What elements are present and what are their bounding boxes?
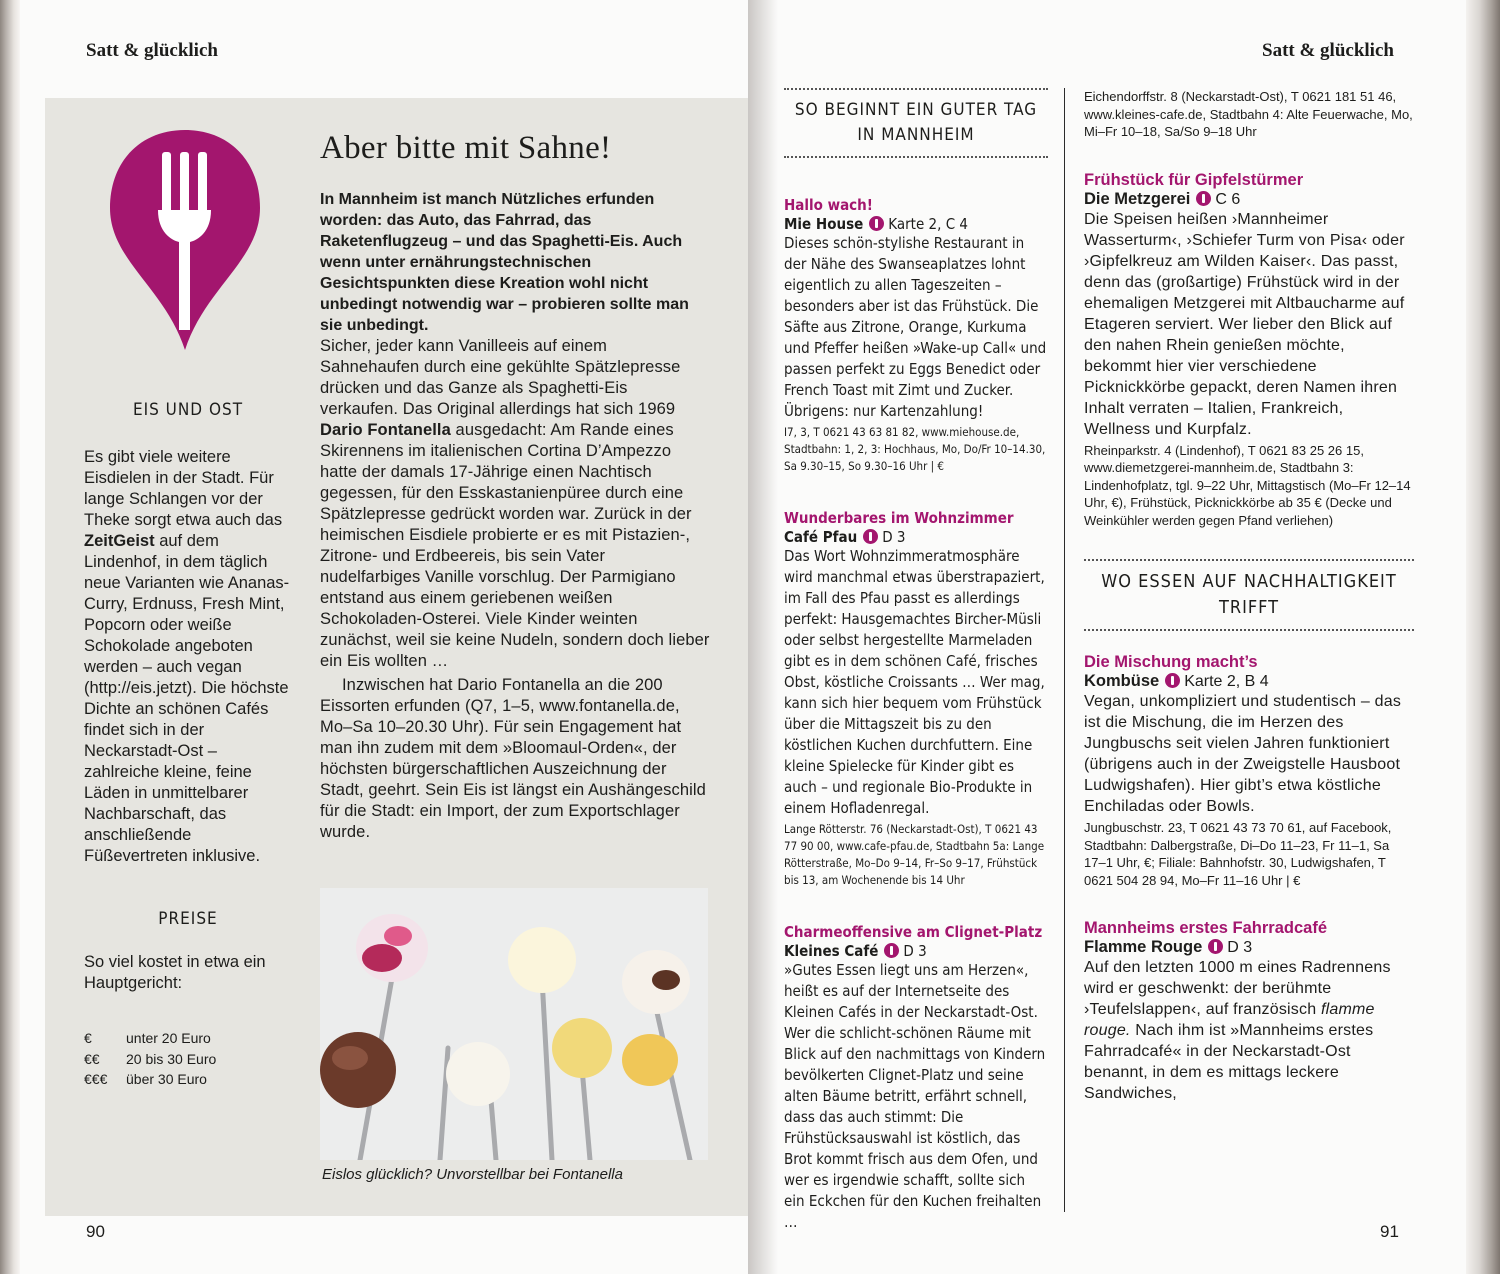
entry-heading: Frühstück für Gipfelstürmer: [1084, 170, 1304, 189]
entry-title-line: [784, 941, 1048, 960]
kleines-cafe-info: Eichendorffstr. 8 (Neckarstadt-Ost), T 0621 181 51 46, www.kleines-cafe.de, Stadtbahn 4: Alte Feuerwache, Mo, Mi–Fr 10–18, Sa/So 9–18 Uhr: [1084, 89, 1413, 139]
sidebar-bold-zeitgeist: ZeitGeist: [84, 532, 155, 550]
page-number-right: 91: [1380, 1222, 1399, 1241]
right-page: [748, 0, 1466, 1274]
entry-text-part2: Nach ihm ist »Mannheims erstes Fahrradcafé« in der Neckarstadt-Ost benannt, in dem es mittags leckere Sandwiches,: [1084, 1022, 1374, 1102]
restaurant-marker-icon: [1196, 191, 1211, 206]
sidebar-text-part1: Es gibt viele weitere Eisdielen in der Stadt. Für lange Schlangen vor der Theke sorgt etwa auch das: [84, 448, 283, 529]
sidebar-text: [84, 447, 292, 867]
ice-cream-spoons-photo: [320, 888, 708, 1160]
entry-text-italic: flamme rouge.: [1084, 1001, 1375, 1039]
entry-name: Kleines Café: [784, 942, 879, 960]
entry-text-part1: Auf den letzten 1000 m eines Radrennens wird er geschwenkt: der berühmte ›Teufelslappen‹, auf französisch: [1084, 959, 1391, 1018]
entry-text: Das Wort Wohnzimmeratmosphäre wird manchmal etwas überstrapaziert, im Fall des Pfau passt es allerdings perfekt: Hausgemachtes Bircher-Müsli oder selbst hergestellte Marmeladen gibt es in dem schönen Café, frisches Obst, köstliche Croissants … Wer mag, kann sich hier bequem vom Frühstück über die Mittagszeit bis zu den köstlichen Kuchen durchfuttern. Eine kleine Spielecke für Kinder gibt es auch – und regionale Bio-Produkte in einem Hofladenregal.: [784, 547, 1045, 817]
entry-text: [1084, 957, 1414, 1104]
map-ref: Karte 2, B 4: [1184, 673, 1269, 690]
restaurant-marker-icon: [1208, 939, 1223, 954]
sidebar-heading: EIS UND OST: [132, 400, 244, 420]
column-1: [784, 88, 1048, 1233]
entry-text: Vegan, unkompliziert und studentisch – das ist die Mischung, die im Herzen des Jungbuschs seit vielen Jahren funktioniert (übrigens auch in der Zweigstelle Hausboot Ludwigshafen). Hier gibt’s etwa köstliche Enchiladas oder Bowls.: [1084, 693, 1402, 815]
box-title-line2: IN MANNHEIM: [857, 125, 975, 145]
entry-title-line: [784, 527, 1048, 546]
entry-mie-house: [784, 196, 1048, 475]
page-edge-left: [0, 0, 20, 1274]
price-row: [84, 1069, 292, 1090]
entry-name: Flamme Rouge: [1084, 938, 1203, 956]
entry-name: Mie House: [784, 215, 864, 233]
article-title: Aber bitte mit Sahne!: [320, 130, 612, 166]
entry-heading: Charmeoffensive am Clignet-Platz: [784, 923, 1043, 941]
sidebar-eis-und-ost: [84, 400, 292, 1090]
restaurant-marker-icon: [869, 216, 884, 231]
box-title-line1: WO ESSEN AUF NACHHALTIGKEIT: [1101, 571, 1397, 592]
map-ref: C 6: [1215, 190, 1241, 208]
prices-list: [84, 1028, 292, 1090]
entry-name: Café Pfau: [784, 528, 858, 546]
map-ref: D 3: [882, 528, 906, 546]
restaurant-marker-icon: [884, 943, 899, 958]
restaurant-marker-icon: [863, 529, 878, 544]
article-paragraph-2: Inzwischen hat Dario Fontanella an die 200 Eissorten erfunden (Q7, 1–5, www.fontanella.de, Mo–Sa 10–20.30 Uhr). Für sein Engagement hat man ihn zudem mit dem »Bloomaul-Orden«, der höchsten bürgerschaftlichen Auszeichnung der Stadt, geehrt. Sein Eis ist längst ein Aushängeschild für die Stadt: ein Import, der zum Exportschlager wurde.: [320, 676, 706, 841]
column-2: [1084, 88, 1414, 1104]
price-row: [84, 1049, 292, 1070]
box-title-line2: TRIFFT: [1218, 597, 1280, 618]
entry-die-metzgerei: [1084, 171, 1414, 530]
entry-flamme-rouge: [1084, 919, 1414, 1104]
price-row: [84, 1028, 292, 1049]
article-p1-part2: ausgedacht: Am Rande eines Skirennens im italienischen Cortina D’Ampezzo hatte der damals 17-Jährige einen Nachtisch gegessen, für den Esskastanienpüree durch eine Spätzlepresse gedrückt worden war. Zurück in der heimischen Eisdiele probierte er es mit Pistazien-, Zitrone- und Erdbeereis, bis sein Vater nudelfarbiges Vanille vorschlug. Der Parmigiano entstand aus einem geriebenen weißen Schokoladen-Osterei. Viele Kinder weinten zunächst, weil sie keine Nudeln, sondern doch lieber ein Eis wollten …: [320, 421, 710, 670]
entry-text: Dieses schön-stylishe Restaurant in der Nähe des Swanseaplatzes lohnt eigentlich zu allen Tageszeiten – besonders aber ist das Frühstück. Die Säfte aus Zitrone, Orange, Kurkuma und Pfeffer heißen »Wake-up Call« und passen perfekt zu Eggs Benedict oder French Toast mit Zimt und Zucker. Übrigens: nur Kartenzahlung!: [784, 234, 1047, 420]
price-symbol: €€: [84, 1050, 100, 1067]
price-label: 20 bis 30 Euro: [126, 1050, 217, 1067]
left-page: [20, 0, 748, 1274]
article-p1-bold: Dario Fontanella: [320, 421, 451, 439]
prices-intro: So viel kostet in etwa ein Hauptgericht:: [84, 953, 266, 992]
entry-title-line: [1084, 190, 1414, 209]
entry-heading: Wunderbares im Wohnzimmer: [784, 509, 1014, 527]
fork-pin-icon: [110, 130, 260, 350]
price-label: über 30 Euro: [126, 1071, 207, 1087]
entry-info: Rheinparkstr. 4 (Lindenhof), T 0621 83 25 26 15, www.diemetzgerei-mannheim.de, Stadtbahn 3: Lindenhofplatz, tgl. 9–22 Uhr, Mittagstisch (Mo–Fr 12–14 Uhr, €), Frühstück, Picknickkörbe ab 35 € (Decke und Weinkühler werden gegen Pfand verliehen): [1084, 442, 1411, 528]
box-title-nachhaltigkeit: [1084, 559, 1414, 631]
article-lead: In Mannheim ist manch Nützliches erfunden worden: das Auto, das Fahrrad, das Raketenflugzeug – und das Spaghetti-Eis. Auch wenn unter ernährungstechnischen Gesichtspunkten diese Kreation wohl nicht unbedingt notwendig war – probieren sollte man sie unbedingt.: [320, 191, 689, 334]
sidebar-text-part2: auf dem Lindenhof, in dem täglich neue Varianten wie Ananas-Curry, Erdnuss, Fresh Mint, Popcorn oder weiße Schokolade angeboten werden – auch vegan (http://eis.jetzt). Die höchste Dichte an schönen Cafés findet sich in der Neckarstadt-Ost – zahlreiche kleine, feine Läden in unmittelbarer Nachbarschaft, das anschließende Füßevertreten inklusive.: [84, 532, 290, 865]
article-sahne: [320, 130, 710, 843]
entry-info: Lange Rötterstr. 76 (Neckarstadt-Ost), T 0621 43 77 90 00, www.cafe-pfau.de, Stadtbahn 5a: Lange Rötterstraße, Mo–Do 9–14, Fr–So 9–17, Frühstück bis 13, am Wochenende bis 14 Uhr: [784, 822, 1045, 887]
map-ref: D 3: [903, 942, 927, 960]
entry-heading: Die Mischung macht’s: [1084, 653, 1258, 671]
entry-text: Die Speisen heißen ›Mannheimer Wasserturm‹, ›Schiefer Turm von Pisa‹ oder ›Gipfelkreuz am Wilden Kaiser‹. Das passt, denn das (großartige) Frühstück wird in der ehemaligen Metzgerei mit Altbaucharme auf Etageren serviert. Wer lieber den Blick auf den nahen Rhein genießen möchte, bekommt hier vier verschiedene Picknickkörbe gepackt, deren Namen ihren Inhalt verraten – Italien, Frankreich, Wellness und Kurpfalz.: [1084, 210, 1405, 438]
box-title-guter-tag: [784, 88, 1048, 158]
entry-cafe-pfau: [784, 509, 1048, 889]
entry-heading: Mannheims erstes Fahrradcafé: [1084, 919, 1328, 937]
entry-info: I7, 3, T 0621 43 63 81 82, www.miehouse.de, Stadtbahn: 1, 2, 3: Hochhaus, Mo, Do/Fr 10–14.30, Sa 9.30–15, So 9.30–16 Uhr | €: [784, 425, 1046, 473]
entry-title-line: [784, 214, 1048, 233]
entry-kleines-cafe: [784, 923, 1048, 1233]
running-head-right: Satt & glücklich: [1262, 40, 1394, 61]
price-symbol: €: [84, 1030, 92, 1046]
photo-caption: Eislos glücklich? Unvorstellbar bei Fontanella: [322, 1166, 623, 1183]
map-ref: Karte 2, C 4: [888, 215, 969, 233]
restaurant-marker-icon: [1165, 673, 1180, 688]
entry-name: Kombüse: [1084, 672, 1160, 690]
book-gutter-shadow: [748, 0, 778, 1274]
article-p1-part1: Sicher, jeder kann Vanilleeis auf einem Sahnehaufen durch eine gekühlte Spätzlepresse drücken und das Ganze als Spaghetti-Eis verkaufen. Das Original allerdings hat sich 1969: [320, 337, 681, 418]
entry-title-line: [1084, 672, 1414, 691]
map-ref: D 3: [1227, 939, 1253, 956]
prices-heading: PREISE: [158, 909, 218, 929]
page-number-left: 90: [86, 1222, 105, 1241]
price-symbol: €€€: [84, 1071, 108, 1087]
column-divider: [1064, 88, 1065, 1212]
entry-info: Jungbuschstr. 23, T 0621 43 73 70 61, auf Facebook, Stadtbahn: Dalbergstraße, Di–Do 11–23, Fr 11–1, Sa 17–1 Uhr, €; Filiale: Bahnhofstr. 30, Ludwigshafen, T 0621 504 28 94, Mo–Fr 11–16 Uhr | €: [1084, 820, 1392, 888]
entry-text: »Gutes Essen liegt uns am Herzen«, heißt es auf der Internetseite des Kleinen Cafés in der Neckarstadt-Ost. Wer die schlicht-schönen Räume mit Blick auf den nachmittags von Kindern bevölkerten Clignet-Platz und seine alten Bäume betritt, erfährt schnell, dass das auch stimmt: Die Frühstücksauswahl ist köstlich, das Brot kommt frisch aus dem Ofen, und wer es irgendwie schafft, sollte sich ein Eckchen für den Kuchen freihalten …: [784, 961, 1046, 1231]
running-head-left: Satt & glücklich: [86, 40, 218, 61]
entry-title-line: [1084, 938, 1414, 957]
entry-kombuese: [1084, 653, 1414, 889]
price-label: unter 20 Euro: [126, 1030, 211, 1046]
page-edge-right: [1466, 0, 1500, 1274]
box-title-line1: SO BEGINNT EIN GUTER TAG: [794, 100, 1038, 120]
article-paragraph-1: [320, 336, 710, 672]
entry-heading: Hallo wach!: [784, 196, 873, 214]
entry-name: Die Metzgerei: [1084, 189, 1191, 208]
